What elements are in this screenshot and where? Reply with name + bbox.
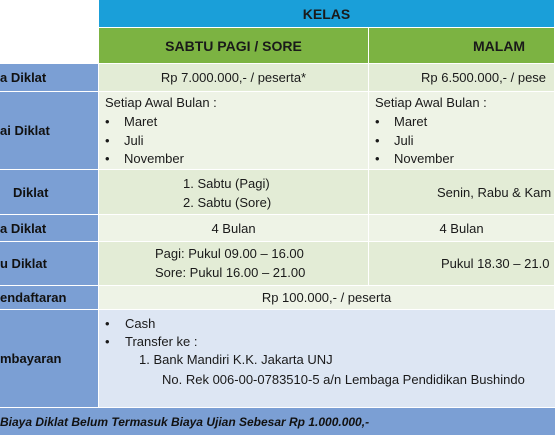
bullet-icon: • [375, 133, 380, 148]
row-label-biaya: a Diklat [0, 64, 99, 92]
bullet-icon: • [105, 133, 110, 148]
lama-sabtu: 4 Bulan [99, 215, 369, 242]
hari-item: 2. Sabtu (Sore) [183, 195, 272, 210]
footer-note: Biaya Diklat Belum Termasuk Biaya Ujian Sebesar Rp 1.000.000,- [0, 408, 555, 436]
bullet-icon: • [105, 114, 110, 129]
month-item: Juli [394, 133, 414, 148]
payment-cash: Cash [125, 316, 156, 331]
hari-malam: Senin, Rabu & Kam [369, 170, 555, 215]
bullet-icon: • [375, 114, 380, 129]
waktu-sore: Sore: Pukul 16.00 – 21.00 [155, 265, 306, 280]
pembayaran-value [99, 310, 555, 408]
biaya-sabtu: Rp 7.000.000,- / peserta* [99, 64, 369, 92]
header-kelas: KELAS [99, 0, 555, 28]
bullet-icon: • [105, 316, 110, 331]
payment-rekening: No. Rek 006-00-0783510-5 a/n Lembaga Pendidikan Bushindo [162, 372, 525, 387]
hari-sabtu [99, 170, 369, 215]
header-malam: MALAM [369, 28, 555, 64]
corner-blank [0, 0, 99, 64]
mulai-malam [369, 92, 555, 170]
row-label-waktu: u Diklat [0, 242, 99, 286]
payment-transfer: Transfer ke : [125, 334, 198, 349]
pendaftaran-value: Rp 100.000,- / peserta [99, 286, 555, 310]
bullet-icon: • [105, 151, 110, 166]
waktu-sabtu [99, 242, 369, 286]
row-label-hari: Diklat [0, 170, 99, 215]
biaya-malam: Rp 6.500.000,- / pese [369, 64, 555, 92]
month-item: Juli [124, 133, 144, 148]
row-label-lama: a Diklat [0, 215, 99, 242]
mulai-sabtu [99, 92, 369, 170]
month-item: November [124, 151, 184, 166]
month-item: Maret [394, 114, 428, 129]
lama-malam: 4 Bulan [369, 215, 555, 242]
month-item: November [394, 151, 454, 166]
row-label-pendaftaran: endaftaran [0, 286, 99, 310]
waktu-pagi: Pagi: Pukul 09.00 – 16.00 [155, 246, 304, 261]
mulai-heading: Setiap Awal Bulan : [105, 95, 217, 110]
payment-bank: 1. Bank Mandiri K.K. Jakarta UNJ [139, 352, 333, 367]
waktu-malam: Pukul 18.30 – 21.0 [369, 242, 555, 286]
hari-item: 1. Sabtu (Pagi) [183, 176, 270, 191]
month-item: Maret [124, 114, 158, 129]
row-label-pembayaran: mbayaran [0, 310, 99, 408]
row-label-mulai: ai Diklat [0, 92, 99, 170]
mulai-heading: Setiap Awal Bulan : [375, 95, 487, 110]
header-sabtu: SABTU PAGI / SORE [99, 28, 369, 64]
bullet-icon: • [375, 151, 380, 166]
bullet-icon: • [105, 334, 110, 349]
